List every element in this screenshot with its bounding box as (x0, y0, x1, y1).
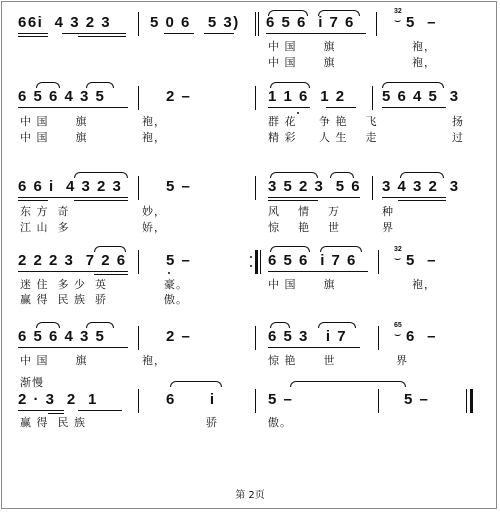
notes-measure: 6 5 6 4 3 5 (18, 88, 106, 105)
lyric-line-1: 中 国 旗 (268, 278, 336, 291)
barline (378, 389, 379, 413)
grace-notes: 65 (394, 322, 402, 329)
lyric-line-2: 娇， (142, 221, 166, 234)
beam (62, 33, 126, 34)
notes-measure: 5 – (406, 252, 438, 269)
lyric-line-2: 惊 艳 世 (268, 221, 340, 234)
notes-measure: 2 – (166, 328, 192, 345)
repeat-dot (250, 265, 252, 267)
lyric-line-1: 傲。 (268, 416, 292, 429)
notes-measure: 5 – (404, 391, 430, 408)
notes-measure: 2 2 2 3 7 2 6 (18, 252, 127, 269)
final-barline (466, 389, 467, 413)
lyric-line-2: 中 国 旗 (268, 56, 336, 69)
barline (378, 326, 379, 350)
lyric-line-2: 赢 得 民 族 骄 (20, 293, 107, 306)
final-barline-thick (470, 389, 473, 413)
grace-notes: 32 (394, 8, 402, 15)
barline (255, 326, 256, 350)
notes-measure: 6 – (406, 328, 438, 345)
notes-measure: 5 6 4 5 3 (382, 88, 460, 105)
beam (18, 107, 128, 108)
notes-measure: 2 – (166, 88, 192, 105)
beam (268, 107, 310, 108)
beam (266, 33, 366, 34)
page-number: 第 2页 (235, 490, 265, 501)
lyric-line-2: 傲。 (164, 293, 188, 306)
lyric-line-1: 东 方 奇 (20, 205, 70, 218)
beam (94, 274, 128, 275)
lyric-line-1: 妙， (142, 205, 166, 218)
lyric-line-1: 赢 得 民 族 (20, 416, 86, 429)
beam (48, 413, 64, 414)
barline (138, 326, 139, 350)
lyric-line-1: 扬 (452, 115, 464, 128)
beam (18, 200, 48, 201)
lyric-line-1: 袍， (412, 40, 436, 53)
beam (164, 33, 194, 34)
notes-measure: 5 – (166, 252, 192, 269)
beam (18, 197, 128, 198)
notes-measure: 6 5 6 4 3 5 (18, 328, 106, 345)
barline (378, 250, 379, 274)
lyric-line-2: 精 彩 人 生 走 (268, 131, 378, 144)
beam (18, 36, 48, 37)
lyric-line-1: 群 花 争 艳 飞 (268, 115, 378, 128)
octave-dot (168, 272, 170, 274)
notes-measure: 3 4 3 2 3 (382, 178, 460, 195)
grace-slur-icon: ⌣ (394, 14, 402, 27)
beam (18, 347, 128, 348)
barline (138, 250, 139, 274)
barline (376, 12, 377, 36)
barline (255, 12, 256, 36)
lyric-line-1: 迷 住 多 少 英 (20, 278, 107, 291)
notes-measure: 5 0 6 5 3) (150, 14, 240, 31)
barline (255, 176, 256, 200)
beam (268, 200, 318, 201)
lyric-line-2: 袍， (142, 131, 166, 144)
beam (74, 200, 128, 201)
barline (138, 12, 139, 36)
lyric-line-1: 骄 (206, 416, 218, 429)
lyric-line-2: 江 山 多 (20, 221, 70, 234)
notes-measure: 6 i (166, 391, 216, 408)
beam (78, 410, 122, 411)
lyric-line-1: 豪。 (164, 278, 188, 291)
lyric-line-2: 袍， (412, 56, 436, 69)
notes-measure: 5 – (406, 14, 438, 31)
lyric-line-1: 界 (396, 354, 408, 367)
beam (204, 33, 234, 34)
grace-slur-icon: ⌣ (394, 252, 402, 265)
notes-measure: 66i 4 3 2 3 (18, 14, 112, 31)
lyric-line-1: 中 国 旗 (268, 40, 336, 53)
beam (382, 107, 446, 108)
repeat-dot (250, 256, 252, 258)
lyric-line-2: 过 (452, 131, 464, 144)
notes-measure: 6 6 i 4 3 2 3 (18, 178, 123, 195)
notes-measure: 6 5 6 i 7 6 (266, 14, 355, 31)
repeat-barline (255, 250, 258, 274)
grace-notes: 32 (394, 246, 402, 253)
barline (255, 389, 256, 413)
barline (138, 176, 139, 200)
notes-measure: 2 · 3 2 1 (18, 391, 98, 408)
lyric-line-2: 中 国 旗 (20, 131, 88, 144)
notes-measure: 6 5 3 i 7 (268, 328, 348, 345)
lyric-line-1: 中 国 旗 (20, 354, 88, 367)
lyric-line-2: 界 (382, 221, 394, 234)
barline (138, 86, 139, 110)
notes-measure: 5 – (268, 391, 294, 408)
barline (258, 12, 259, 36)
beam (18, 33, 48, 34)
barline (260, 250, 261, 274)
beam (268, 197, 360, 198)
barline (372, 176, 373, 200)
beam (78, 36, 126, 37)
lyric-line-1: 惊 艳 世 (268, 354, 336, 367)
beam (268, 271, 368, 272)
notes-measure: 3 5 2 3 5 6 (268, 178, 362, 195)
beam (326, 107, 356, 108)
beam (18, 410, 64, 411)
barline (255, 86, 256, 110)
lyric-line-1: 袍， (412, 278, 436, 291)
barline (372, 86, 373, 110)
beam (18, 271, 128, 272)
lyric-line-1: 袍， (142, 354, 166, 367)
notes-measure: 5 – (166, 178, 192, 195)
slur (290, 381, 406, 387)
lyric-line-1: 中 国 旗 (20, 115, 88, 128)
octave-dot (297, 112, 299, 114)
beam (382, 197, 446, 198)
slur (170, 381, 222, 387)
grace-slur-icon: ⌣ (394, 328, 402, 341)
beam (398, 200, 446, 201)
lyric-line-1: 袍， (142, 115, 166, 128)
notes-measure: 6 5 6 i 7 6 (268, 252, 357, 269)
beam (268, 347, 360, 348)
notes-measure: 1 1 6 1 2 (268, 88, 346, 105)
lyric-line-1: 风 情 万 (268, 205, 340, 218)
barline (138, 389, 139, 413)
tempo-marking: 渐慢 (20, 376, 44, 389)
lyric-line-1: 种 (382, 205, 394, 218)
